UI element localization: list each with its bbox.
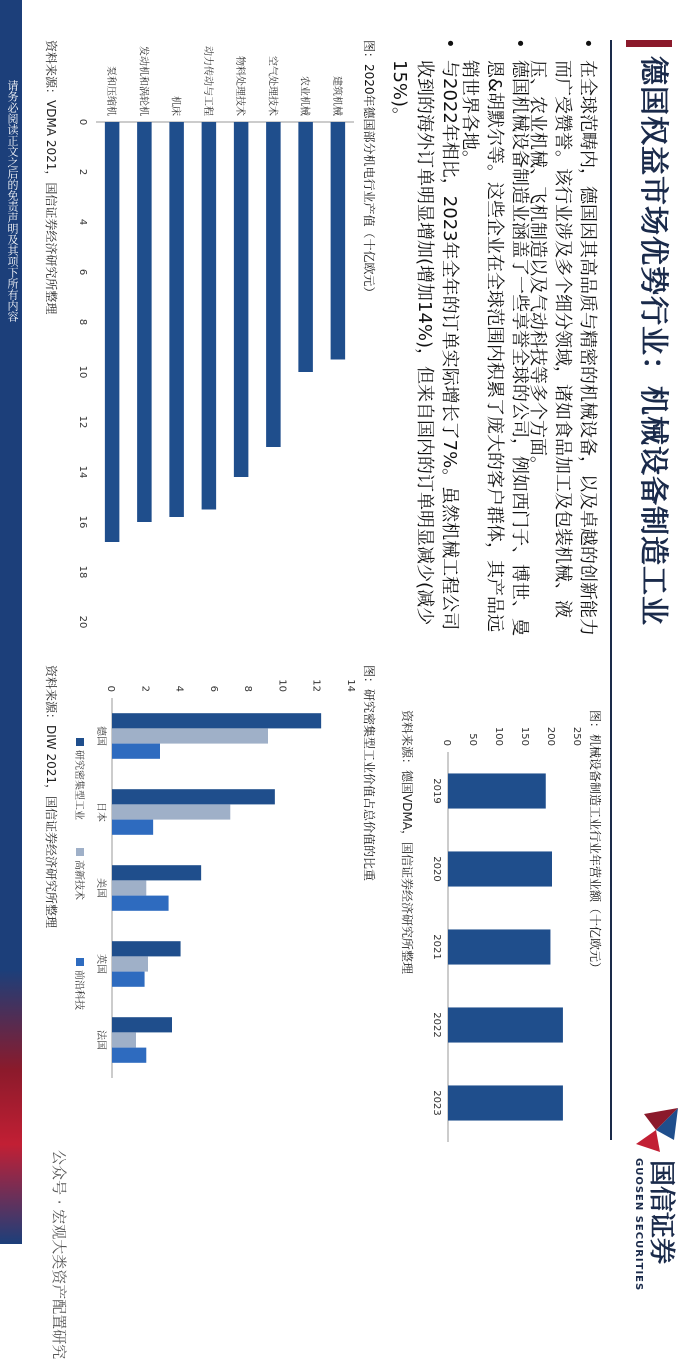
y-tick-label: 物料处理技术 — [234, 56, 246, 116]
y-tick-label: 空气处理技术 — [266, 56, 278, 116]
title-divider — [610, 40, 612, 1140]
y-tick-label: 8 — [242, 685, 254, 692]
bar — [112, 941, 181, 956]
bar — [112, 744, 160, 759]
bullet-text: 在全球范畴内，德国因其高品质与精密的机械设备，以及卓越的创新能力而广受赞誉。该行业涉及多个细分领域，诸如食品加工及包装机械、液压、农业机械、飞机制造以及气动科技等多个方面。 — [527, 60, 598, 636]
y-tick-label: 14 — [345, 679, 356, 692]
bar — [234, 122, 249, 477]
y-tick-label: 农业机械 — [298, 76, 310, 116]
y-tick-label: 建筑机械 — [330, 76, 342, 116]
bullet-item — [525, 38, 600, 638]
bar — [112, 865, 201, 880]
bar — [112, 728, 268, 743]
bar — [112, 804, 230, 819]
legend-label: 高新技术 — [73, 860, 84, 900]
bar — [137, 122, 152, 522]
bullet-text: 德国机械设备制造业涵盖了一些享誉全球的公司，例如西门子、博世、曼恩&胡默尔等。这些企业在全球范围内积累了庞大的客户群体，其产品远销世界各地。 — [459, 60, 530, 636]
x-tick-label: 日本 — [95, 802, 106, 822]
x-tick-label: 18 — [77, 565, 88, 579]
segments-chart-caption: 图：2020年德国部分机电行业产值（十亿欧元） — [362, 40, 376, 299]
y-tick-label: 6 — [207, 685, 219, 692]
revenue-chart — [418, 712, 588, 1152]
x-tick-label: 0 — [77, 118, 88, 126]
bullet-text: 与2022年相比，2023年全年的订单实际增长了7%。虽然机械工程公司收到的海外订单明显增加(增加14%)，但来自国内的订单明显减少(减少15%)。 — [389, 60, 460, 631]
x-tick-label: 8 — [77, 318, 88, 326]
revenue-chart-source: 资料来源：德国VDMA，国信证券经济研究所整理 — [400, 710, 414, 975]
bar — [112, 789, 275, 804]
x-tick-label: 14 — [77, 465, 88, 479]
share-chart-caption: 图：研究密集型工业价值占总价值的比重 — [362, 665, 376, 882]
y-tick-label: 0 — [105, 685, 116, 692]
y-tick-label: 250 — [571, 726, 582, 746]
share-chart-source: 资料来源：DIW 2021，国信证券经济研究所整理 — [44, 665, 58, 928]
bar — [112, 1048, 146, 1063]
segments-chart-source: 资料来源：VDMA 2021，国信证券经济研究所整理 — [44, 40, 58, 315]
y-tick-label: 200 — [545, 726, 556, 746]
x-tick-label: 2021 — [431, 934, 442, 960]
legend-swatch — [76, 738, 84, 746]
bar — [112, 1017, 172, 1032]
bar — [112, 1032, 136, 1047]
bar — [202, 122, 217, 510]
x-tick-label: 16 — [77, 515, 88, 529]
bar — [448, 851, 552, 886]
logo-en-text: GUOSEN SECURITIES — [633, 1158, 644, 1292]
y-tick-label: 0 — [441, 739, 452, 746]
bar — [112, 880, 146, 895]
watermark-text: 公众号 · 宏观大类资产配置研究 — [50, 1150, 68, 1359]
legend-swatch — [76, 958, 84, 966]
logo-cn-text: 国信证券 — [646, 1160, 676, 1265]
x-tick-label: 20 — [77, 615, 88, 629]
y-tick-label: 机床 — [169, 96, 181, 116]
legend-label: 研究密集型工业 — [73, 750, 84, 820]
bar — [448, 1085, 563, 1120]
y-tick-label: 12 — [310, 679, 322, 692]
bar — [169, 122, 184, 517]
bar — [112, 896, 169, 911]
bar — [448, 929, 550, 964]
x-tick-label: 美国 — [95, 878, 106, 898]
share-chart — [64, 668, 360, 1088]
bullet-dot-icon: • — [577, 38, 598, 49]
bar — [112, 820, 153, 835]
disclaimer-text: 请务必阅读正文之后的免责声明及其项下所有内容 — [6, 80, 19, 322]
x-tick-label: 6 — [77, 268, 88, 276]
guosen-logo-icon — [632, 1100, 684, 1156]
x-tick-label: 10 — [77, 365, 88, 379]
bullet-dot-icon: • — [509, 38, 530, 49]
y-tick-label: 10 — [276, 679, 288, 692]
bullet-item — [457, 38, 532, 638]
bullet-item — [387, 38, 462, 638]
y-tick-label: 50 — [467, 733, 478, 746]
x-tick-label: 4 — [77, 218, 88, 226]
x-tick-label: 2020 — [431, 856, 442, 882]
revenue-chart-caption: 图：机械设备制造工业行业年营业额（十亿欧元） — [588, 710, 602, 975]
legend-label: 前沿科技 — [73, 970, 84, 1010]
bar — [298, 122, 313, 372]
y-tick-label: 2 — [139, 685, 151, 692]
bar — [448, 1007, 563, 1042]
x-tick-label: 12 — [77, 415, 88, 429]
bar — [112, 956, 148, 971]
y-tick-label: 150 — [519, 726, 530, 746]
slide — [28, 0, 700, 1359]
y-tick-label: 4 — [173, 685, 185, 692]
x-tick-label: 法国 — [95, 1030, 106, 1050]
sidebar — [0, 0, 22, 1244]
bar — [105, 122, 120, 542]
bullet-dot-icon: • — [439, 38, 460, 49]
page-title: 德国权益市场优势行业：机械设备制造工业 — [637, 56, 671, 627]
y-tick-label: 发动机和涡轮机 — [137, 46, 149, 116]
bar — [112, 972, 145, 987]
x-tick-label: 德国 — [95, 726, 106, 746]
y-tick-label: 动力传动与工程 — [201, 46, 213, 116]
x-tick-label: 2022 — [431, 1012, 442, 1038]
segments-chart — [60, 40, 360, 650]
y-tick-label: 100 — [493, 726, 504, 746]
x-tick-label: 2 — [77, 168, 88, 176]
y-tick-label: 泵和压缩机 — [105, 66, 117, 116]
legend-swatch — [76, 848, 84, 856]
bar — [266, 122, 281, 447]
x-tick-label: 2019 — [431, 778, 442, 804]
x-tick-label: 英国 — [95, 954, 106, 974]
bar — [112, 713, 321, 728]
bar — [448, 773, 546, 808]
title-accent-bar — [626, 40, 672, 47]
x-tick-label: 2023 — [431, 1090, 442, 1116]
bar — [331, 122, 346, 360]
